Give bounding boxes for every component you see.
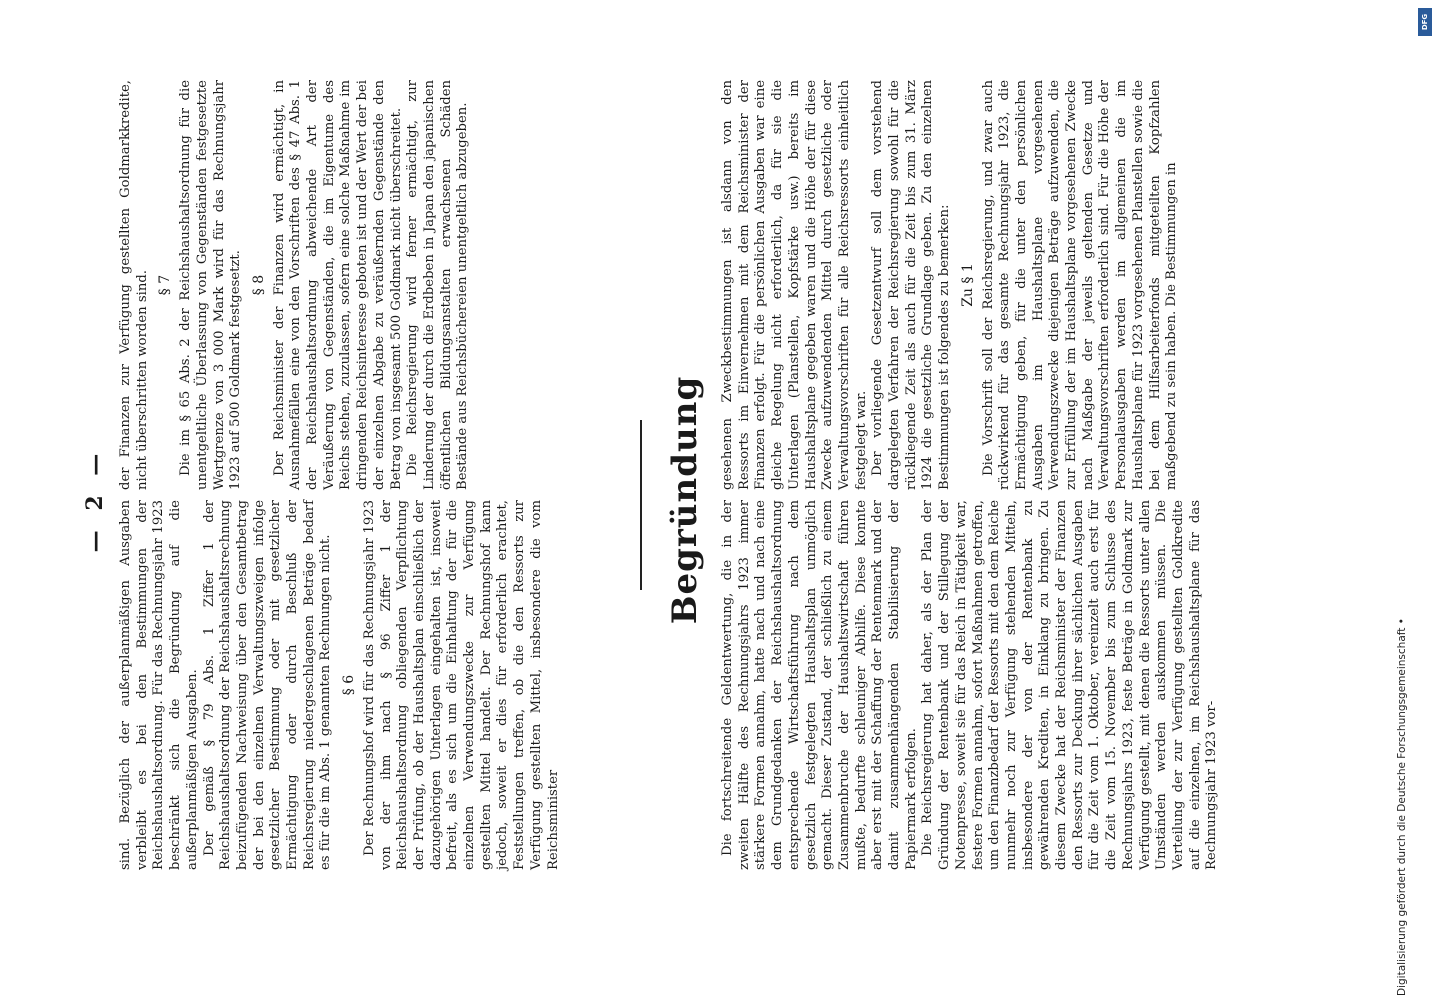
- paragraph: Die Reichsregierung hat daher, als der Plan der Gründung der Rentenbank und der Stillegung der Notenpresse, soweit sie für das Reich in Tätigkeit war, festere Formen annahm, sofort Maßnahmen getroffen, um den Finanzbedarf der Ressorts mit den dem Reiche nunmehr noch zur Verfügung stehenden Mitteln, insbesondere der von der Rentenbank zu gewährenden Krediten, in Einklang zu bringen. Zu diesem Zwecke hat der Reichsminister der Finanzen den Ressorts zur Deckung ihrer sächlichen Ausgaben für die Zeit vom 1. Oktober, vereinzelt auch erst für die Zeit vom 15. November bis zum Schlusse des Rechnungsjahrs 1923, feste Beträge in Goldmark zur Verfügung gestellt, mit denen die Ressorts unter allen Umständen werden auskommen müssen. Die Verteilung der zur Verfügung gestellten Goldkredite auf die einzelnen, im Reichshaushaltsplane für das Rechnungsjahr 1923 vor-: [920, 500, 1220, 870]
- section-heading-8: § 8: [250, 274, 267, 296]
- paragraph: der Finanzen zur Verfügung gestellten Goldmarkkredite, nicht überschritten worden sind.: [118, 80, 150, 490]
- dfg-logo: [1418, 8, 1432, 36]
- section-heading-zu-1: Zu § 1: [959, 263, 976, 307]
- paragraph: Die Vorschrift soll der Reichsregierung, und zwar auch rückwirkend für das gesamte Rechnungsjahr 1923, die Ermächtigung geben, für die unter den persönlichen Ausgaben im Haushaltsplane vorgesehenen Verwendungszwecke diejenigen Beträge aufzuwenden, die zur Erfüllung der im Haushaltsplane vorgesehenen Zwecke nach Maßgabe der jeweils geltenden Gesetze und Verwaltungsvorschriften erforderlich sind. Für die Höhe der Personalausgaben werden im allgemeinen die im Haushaltsplane für 1923 vorgesehenen Planstellen sowie die bei dem Hilfsarbeiterfonds mitgeteilten Kopfzahlen maßgebend zu sein haben. Die Bestimmungen in: [980, 80, 1180, 490]
- rotated-document-page: [80, 40, 1380, 960]
- left-column-bottom: [720, 500, 1221, 870]
- dfg-logo-text: DFG: [1421, 13, 1429, 31]
- left-column-top: [118, 500, 562, 870]
- page-number: — 2 —: [82, 447, 108, 553]
- section-divider-line: [640, 420, 642, 590]
- digitization-credit: [1396, 6, 1426, 996]
- paragraph: Die fortschreitende Geldentwertung, die in der zweiten Hälfte des Rechnungsjahrs 1923 immer stärkere Formen annahm, hatte nach und nach eine dem Grundgedanken der Reichshaushaltsordnung entsprechende Wirtschaftsführung nach dem gesetzlich festgelegten Haushaltsplan unmöglich gemacht. Dieser Zustand, der schließlich zu einem Zusammenbruche der Haushaltswirtschaft führen mußte, bedurfte schleuniger Abhilfe. Diese konnte aber erst mit der Schaffung der Rentenmark und der damit zusammenhängenden Stabilisierung der Papiermark erfolgen.: [720, 500, 919, 870]
- section-heading-7: § 7: [157, 274, 174, 296]
- paragraph: Der Rechnungshof wird für das Rechnungsjahr 1923 von der ihm nach § 96 Ziffer 1 der Reichshaushaltsordnung obliegenden Verpflichtung der Prüfung, ob der Haushaltsplan einschließlich der dazugehörigen Unterlagen eingehalten ist, insoweit befreit, als es sich um die Einhaltung der für die einzelnen Verwendungszwecke zur Verfügung gestellten Mittel handelt. Der Rechnungshof kann jedoch, soweit er dies für erforderlich erachtet, Feststellungen treffen, ob die den Ressorts zur Verfügung gestellten Mittel, insbesondere die vom Reichsminister: [361, 500, 561, 870]
- paragraph: Der Reichsminister der Finanzen wird ermächtigt, in Ausnahmefällen eine von den Vorschriften des § 47 Abs. 1 der Reichshaushaltsordnung abweichende Art der Veräußerung von Gegenständen, die im Eigentume des Reichs stehen, zuzulassen, sofern eine solche Maßnahme im dringenden Reichsinteresse geboten ist und der Wert der bei der einzelnen Abgabe zu veräußernden Gegenstände den Betrag von insgesamt 500 Goldmark nicht überschreitet.: [271, 80, 404, 490]
- heading-begruendung: Begründung: [665, 375, 705, 625]
- section-heading-6: § 6: [341, 674, 358, 696]
- right-column-bottom: [720, 80, 1181, 490]
- paragraph: gesehenen Zweckbestimmungen ist alsdann von den Ressorts im Einvernehmen mit dem Reichsminister der Finanzen erfolgt. Für die persönlichen Ausgaben war eine gleiche Regelung nicht erforderlich, da für sie die Unterlagen (Planstellen, Kopfstärke usw.) bereits im Haushaltsplane gegeben waren und die Höhe der für diese Zwecke aufzuwendenden Mittel durch gesetzliche oder Verwaltungsvorschriften für alle Reichsressorts einheitlich festgelegt war.: [720, 80, 869, 490]
- right-column-top: [118, 80, 472, 490]
- paragraph: Der vorliegende Gesetzentwurf soll dem vorstehend dargelegten Verfahren der Reichsregierung sowohl für die rückliegende Zeit als auch für die Zeit bis zum 31. März 1924 die gesetzliche Grundlage geben. Zu den einzelnen Bestimmungen ist folgendes zu bemerken:: [870, 80, 953, 490]
- paragraph: Die Reichsregierung wird ferner ermächtigt, zur Linderung der durch die Erdbeben in Japan den japanischen öffentlichen Bildungsanstalten erwachsenen Schäden Bestände aus Reichsbüchereien unentgeltlich abzugeben.: [405, 80, 471, 490]
- paragraph: sind. Bezüglich der außerplanmäßigen Ausgaben verbleibt es bei den Bestimmungen der Reichshaushaltsordnung. Für das Rechnungsjahr 1923 beschränkt sich die Begründung auf die außerplanmäßigen Ausgaben.: [118, 500, 200, 870]
- paragraph: Die im § 65 Abs. 2 der Reichshaushaltsordnung für die unentgeltliche Überlassung von Gegenständen festgesetzte Wertgrenze von 3 000 Mark wird für das Rechnungsjahr 1923 auf 500 Goldmark festgesetzt.: [178, 80, 244, 490]
- digitization-credit-text: Digitalisierung gefördert durch die Deutsche Forschungsgemeinschaft •: [1396, 618, 1408, 996]
- paragraph: Der gemäß § 79 Abs. 1 Ziffer 1 der Reichshaushaltsordnung der Reichshaushaltsrechnung beizufügenden Nachweisung über den Gesamtbetrag der bei den einzelnen Verwaltungszweigen infolge gesetzlicher Bestimmung oder mit gesetzlicher Ermächtigung oder durch Beschluß der Reichsregierung niedergeschlagenen Beträge bedarf es für die im Abs. 1 genannten Rechnungen nicht.: [201, 500, 334, 870]
